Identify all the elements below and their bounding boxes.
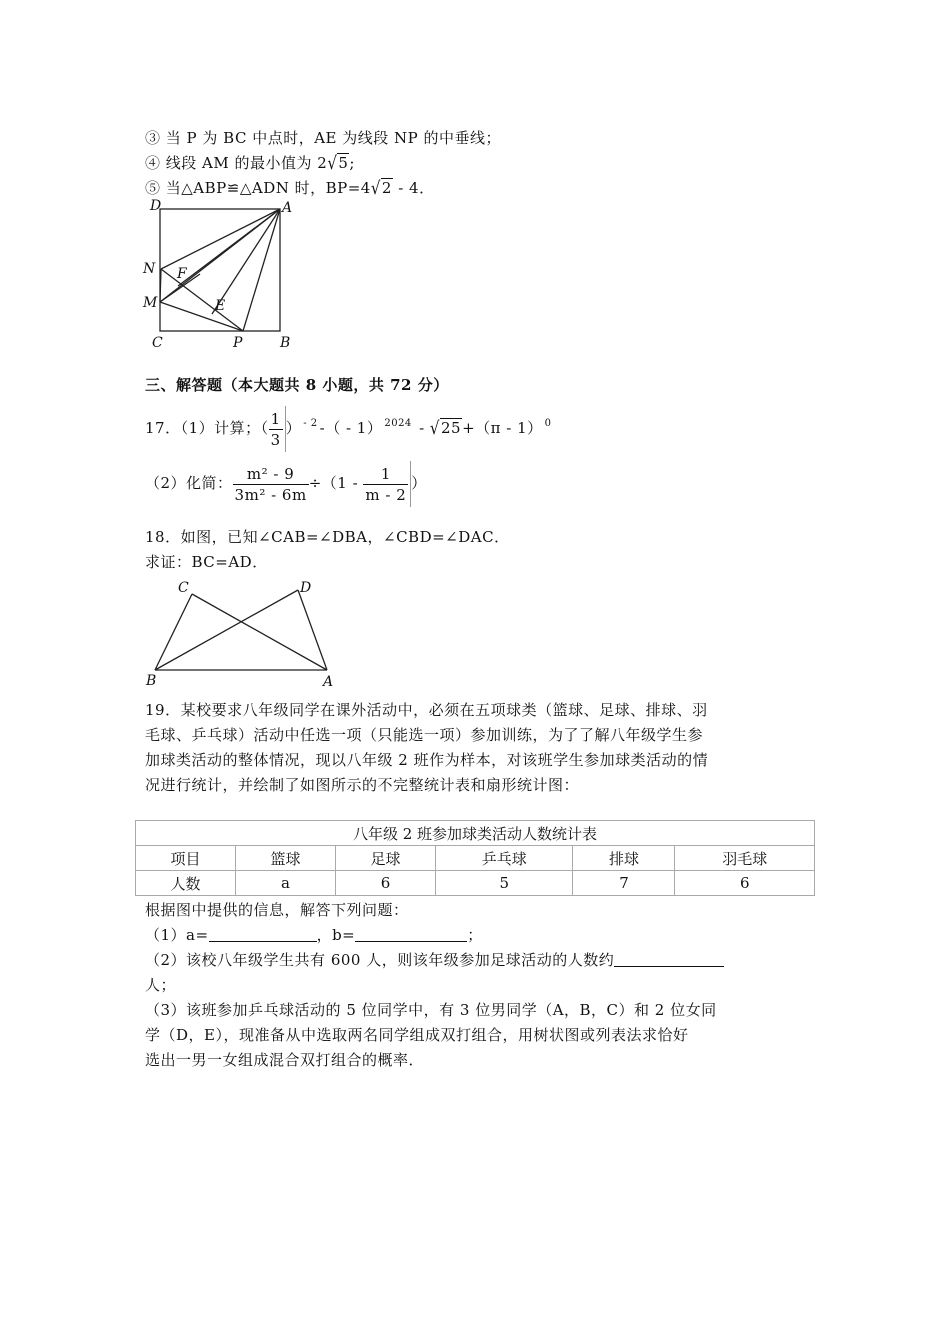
q18-line1: 18．如图，已知∠CAB=∠DBA，∠CBD=∠DAC． xyxy=(145,528,510,546)
label-D: D xyxy=(150,198,162,214)
fraction xyxy=(233,464,309,505)
line-CA xyxy=(192,594,327,670)
fraction-numerator: 1 xyxy=(363,464,408,485)
table-row xyxy=(136,871,815,896)
q19-line3: 加球类活动的整体情况，现以八年级 2 班作为样本，对该班学生参加球类活动的情 xyxy=(145,751,709,769)
square-figure xyxy=(140,196,300,354)
section-heading: 三、解答题（本大题共 8 小题，共 72 分） xyxy=(145,376,449,394)
q19-line1: 19．某校要求八年级同学在课外活动中，必须在五项球类（篮球、足球、排球、羽 xyxy=(145,701,708,719)
q19-intro: 根据图中提供的信息，解答下列问题： xyxy=(145,901,409,919)
fraction xyxy=(363,464,408,505)
table-cell: 6 xyxy=(675,871,815,896)
q17-p1-plus: +（π - 1） xyxy=(462,419,543,437)
q17-p2-mid: ÷（1 - xyxy=(308,474,364,492)
stat-table xyxy=(135,820,815,896)
table-header-cell: 乒乓球 xyxy=(435,846,573,871)
sqrt-symbol: √5 xyxy=(327,152,349,174)
table-title: 八年级 2 班参加球类活动人数统计表 xyxy=(136,821,815,846)
line-BD xyxy=(155,590,298,670)
q17-p1-mid: -（ - 1） xyxy=(319,419,383,437)
table-cell: 人数 xyxy=(136,871,236,896)
fraction-denominator: m - 2 xyxy=(365,485,407,504)
q19-sub1-a-label: （1）a= xyxy=(145,926,209,944)
q17-p2-end: ） xyxy=(411,474,427,492)
line-DA xyxy=(298,590,327,670)
radicand: 25 xyxy=(440,419,462,437)
fraction-numerator: 1 xyxy=(270,409,281,428)
line-AF xyxy=(178,209,280,286)
q19-sub3-line2: 学（D，E），现准备从中选取两名同学组成双打组合，用树状图或列表法求恰好 xyxy=(145,1026,689,1044)
q19-sub1-end: ； xyxy=(467,926,483,944)
q16-statement-4 xyxy=(145,153,355,173)
table-header-cell: 羽毛球 xyxy=(675,846,815,871)
q16-s4-radicand: 5 xyxy=(338,154,349,172)
label-D: D xyxy=(300,580,312,596)
fraction-denominator: 3m² - 6m xyxy=(234,485,307,504)
fraction xyxy=(269,409,283,450)
line-MP xyxy=(160,302,243,331)
table-cell: 6 xyxy=(335,871,435,896)
answer-blank-b[interactable] xyxy=(355,925,467,942)
line-AP xyxy=(243,209,280,331)
q16-s5-radicand: 2 xyxy=(381,179,392,197)
triangle-figure xyxy=(140,572,340,692)
q16-s5-text: ⑤ 当△ABP≌△ADN 时，BP=4 xyxy=(145,179,371,197)
table-header-cell: 排球 xyxy=(573,846,675,871)
label-C: C xyxy=(178,580,189,596)
q16-statement-3: ③ 当 P 为 BC 中点时，AE 为线段 NP 的中垂线； xyxy=(145,129,502,147)
q19-sub2-end: 人； xyxy=(145,976,177,994)
q16-statement-5 xyxy=(145,178,435,198)
q16-s5-end: - 4． xyxy=(392,179,435,197)
label-B: B xyxy=(280,335,291,351)
q17-p2-prefix: （2）化简： xyxy=(145,474,233,492)
label-F: F xyxy=(177,266,187,282)
q19-sub1 xyxy=(145,925,483,945)
sqrt-symbol: √2 xyxy=(370,177,392,199)
answer-blank-c[interactable] xyxy=(614,950,724,967)
answer-blank-a[interactable] xyxy=(209,925,317,942)
label-N: N xyxy=(143,261,156,277)
q19-sub3-line1: （3）该班参加乒乓球活动的 5 位同学中，有 3 位男同学（A，B，C）和 2 位女同 xyxy=(145,1001,717,1019)
minus-sign: - xyxy=(413,419,430,437)
q19-sub3-line3: 选出一男一女组成混合双打组合的概率． xyxy=(145,1051,425,1069)
sqrt-symbol: √25 xyxy=(429,417,462,439)
table-header-cell: 篮球 xyxy=(235,846,335,871)
q19-sub2 xyxy=(145,950,724,970)
table-header-cell: 足球 xyxy=(335,846,435,871)
label-C: C xyxy=(152,335,163,351)
label-P: P xyxy=(233,335,243,351)
line-NP xyxy=(161,269,243,331)
fraction-denominator: 3 xyxy=(270,430,281,449)
label-A: A xyxy=(282,200,293,216)
q17-p1-prefix: 17．（1）计算；（ xyxy=(145,419,269,437)
q19-sub1-b-label: ，b= xyxy=(316,926,356,944)
table-header-cell: 项目 xyxy=(136,846,236,871)
exponent: 0 xyxy=(544,418,552,429)
q17-part1: 17．（1）计算；（ $\frac{1}{3}$ ） $^{- 2}$ -（ - 1） $^{2024}$ - √25+（π - 1） $^0$ xyxy=(145,400,554,448)
table-cell: 5 xyxy=(435,871,573,896)
label-B: B xyxy=(146,673,157,689)
line-BC xyxy=(155,594,192,670)
line-AN xyxy=(161,209,280,269)
table-header-row xyxy=(136,846,815,871)
q19-line2: 毛球、乒乓球）活动中任选一项（只能选一项）参加训练，为了了解八年级学生参 xyxy=(145,726,704,744)
q16-s4-text: ④ 线段 AM 的最小值为 2 xyxy=(145,154,328,172)
q19-sub2-text: （2）该校八年级学生共有 600 人，则该年级参加足球活动的人数约 xyxy=(145,951,615,969)
exponent: 2024 xyxy=(384,418,412,429)
q17-part2 xyxy=(145,458,427,508)
exponent: - 2 xyxy=(303,418,318,429)
label-A: A xyxy=(323,674,334,690)
q19-line4: 况进行统计，并绘制了如图所示的不完整统计表和扇形统计图： xyxy=(145,776,580,794)
table-title-row xyxy=(136,821,815,846)
table-cell: 7 xyxy=(573,871,675,896)
label-E: E xyxy=(215,298,226,314)
label-M: M xyxy=(143,295,158,311)
table-cell: a xyxy=(235,871,335,896)
fraction-numerator: m² - 9 xyxy=(233,464,309,485)
q18-line2: 求证：BC=AD． xyxy=(145,553,268,571)
q16-s4-end: ; xyxy=(349,154,355,172)
